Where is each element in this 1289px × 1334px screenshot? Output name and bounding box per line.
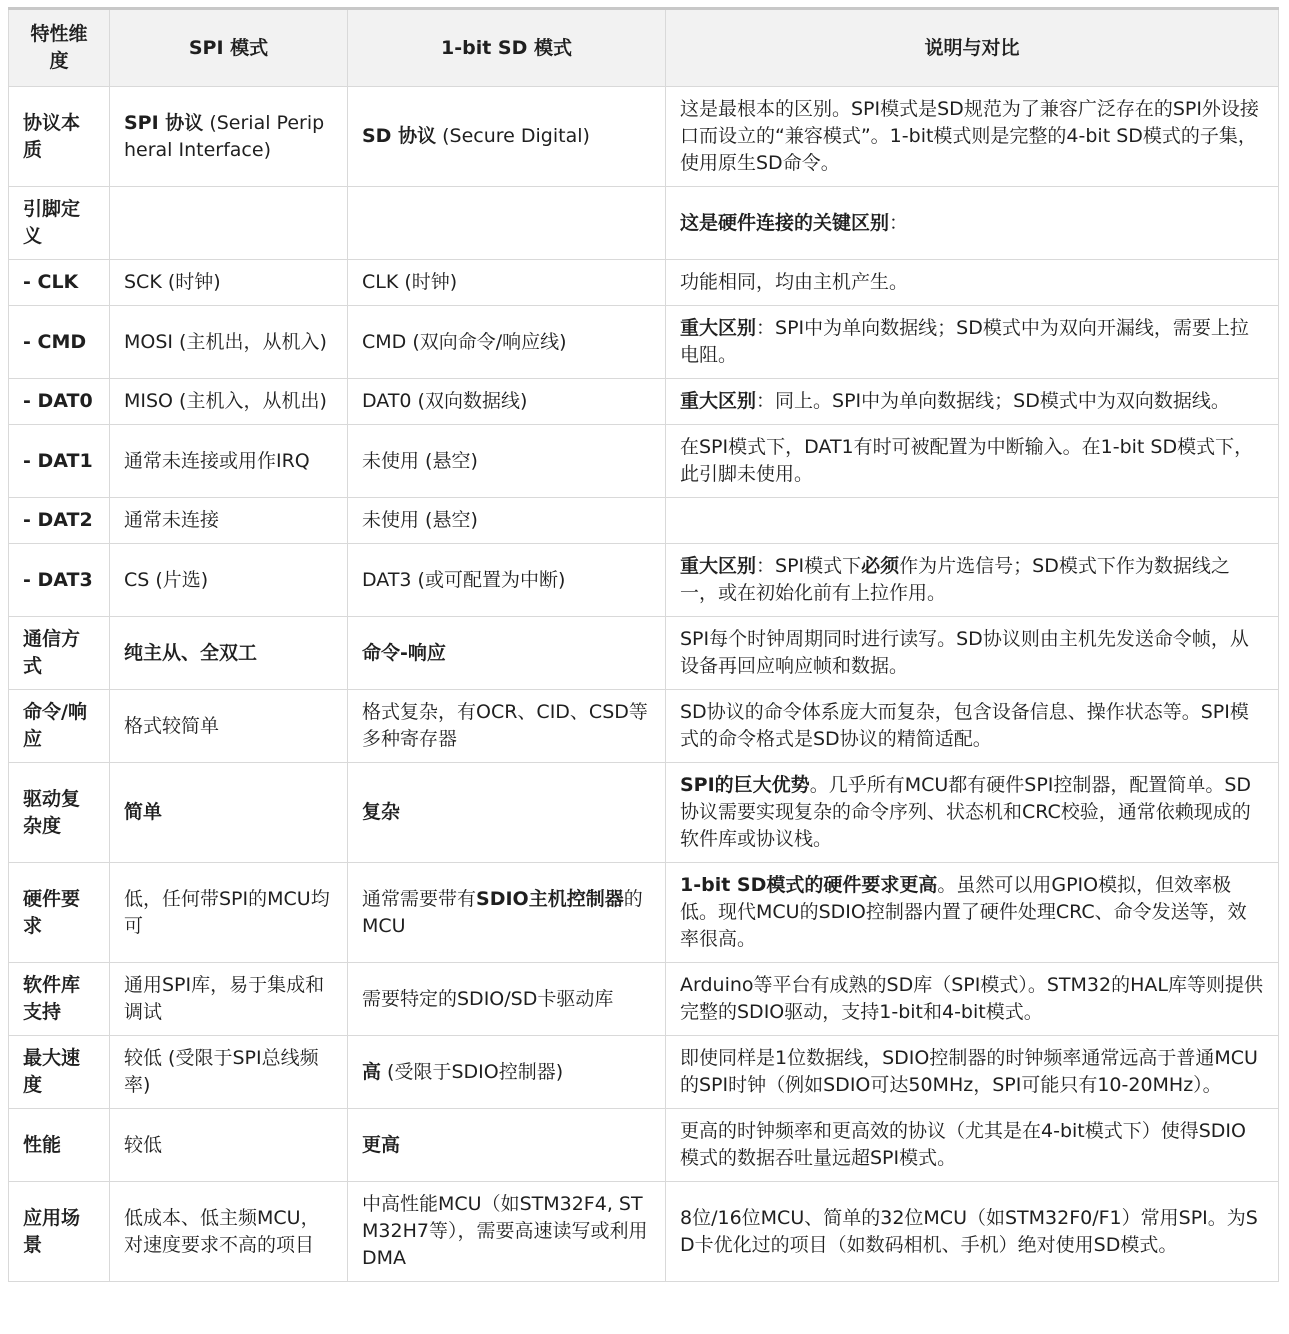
table-row xyxy=(9,1109,1279,1182)
cell-text: 功能相同，均由主机产生。 xyxy=(680,271,909,293)
sd-cell xyxy=(348,1036,666,1109)
spi-cell xyxy=(110,544,348,617)
table-row xyxy=(9,425,1279,498)
cell-text: 通常未连接 xyxy=(124,509,220,531)
note-cell xyxy=(666,1036,1279,1109)
sd-cell xyxy=(348,306,666,379)
spi-cell xyxy=(110,617,348,690)
sd-cell xyxy=(348,1182,666,1282)
feature-cell: 命令/响应 xyxy=(9,690,110,763)
cell-text: ：SPI模式下 xyxy=(756,555,862,577)
bold-text: 这是硬件连接的关键区别 xyxy=(680,211,890,234)
spi-cell xyxy=(110,963,348,1036)
table-row xyxy=(9,1182,1279,1282)
bold-text: 1-bit SD模式的硬件要求更高 xyxy=(680,874,938,896)
header-spi-mode: SPI 模式 xyxy=(110,9,348,87)
feature-cell: - DAT0 xyxy=(9,379,110,425)
cell-text: CMD (双向命令/响应线) xyxy=(362,330,567,353)
feature-cell: 性能 xyxy=(9,1109,110,1182)
sd-cell xyxy=(348,187,666,260)
cell-text: (Serial Peripheral Interface) xyxy=(124,111,325,161)
table-row xyxy=(9,763,1279,863)
spi-cell xyxy=(110,187,348,260)
cell-text: 通常需要带有 xyxy=(362,887,477,910)
cell-text: 中高性能MCU（如STM32F4, STM32H7等），需要高速读写或利用DMA xyxy=(362,1193,648,1269)
cell-text: 。虽然可以用GPIO模拟，但效率极低。现代MCU的SDIO控制器内置了硬件处理CRC、命令发送等，效率很高。 xyxy=(680,874,1247,950)
spi-cell xyxy=(110,260,348,306)
feature-cell: 最大速度 xyxy=(9,1036,110,1109)
cell-text: 作为片选信号；SD模式下作为数据线之一，或在初始化前有上拉作用。 xyxy=(680,555,1230,604)
sd-cell xyxy=(348,1109,666,1182)
cell-text: 即使同样是1位数据线，SDIO控制器的时钟频率通常远高于普通MCU的SPI时钟（例如SDIO可达50MHz，SPI可能只有10-20MHz）。 xyxy=(680,1047,1258,1096)
cell-text: ：SPI中为单向数据线；SD模式中为双向开漏线，需要上拉电阻。 xyxy=(680,317,1249,366)
bold-text: 简单 xyxy=(124,801,163,823)
spi-cell xyxy=(110,425,348,498)
table-row xyxy=(9,260,1279,306)
cell-text: 。几乎所有MCU都有硬件SPI控制器，配置简单。SD协议需要实现复杂的命令序列、状态机和CRC校验，通常依赖现成的软件库或协议栈。 xyxy=(680,774,1252,850)
note-cell xyxy=(666,690,1279,763)
cell-text: MOSI (主机出，从机入) xyxy=(124,330,327,353)
table-row xyxy=(9,1036,1279,1109)
note-cell xyxy=(666,379,1279,425)
table-row xyxy=(9,544,1279,617)
cell-text: DAT3 (或可配置为中断) xyxy=(362,568,566,591)
header-feature: 特性维度 xyxy=(9,9,110,87)
table-row xyxy=(9,87,1279,187)
cell-text: ： xyxy=(889,211,909,234)
bold-text: 纯主从、全双工 xyxy=(124,641,258,664)
cell-text: (Secure Digital) xyxy=(436,125,590,147)
spi-cell xyxy=(110,1109,348,1182)
cell-text: MISO (主机入，从机出) xyxy=(124,390,327,412)
cell-text: 在SPI模式下，DAT1有时可被配置为中断输入。在1-bit SD模式下，此引脚未使用。 xyxy=(680,436,1254,485)
cell-text: SCK (时钟) xyxy=(124,271,221,293)
spi-cell xyxy=(110,498,348,544)
table-row xyxy=(9,306,1279,379)
note-cell xyxy=(666,1109,1279,1182)
sd-cell xyxy=(348,690,666,763)
bold-text: 重大区别 xyxy=(680,317,757,339)
sd-cell xyxy=(348,963,666,1036)
note-cell xyxy=(666,963,1279,1036)
feature-cell: 硬件要求 xyxy=(9,863,110,963)
cell-text: (受限于SDIO控制器) xyxy=(381,1060,564,1083)
cell-text: 未使用 (悬空) xyxy=(362,509,478,531)
table-body xyxy=(9,87,1279,1282)
comparison-table xyxy=(8,7,1279,1282)
note-cell xyxy=(666,498,1279,544)
sd-cell xyxy=(348,863,666,963)
sd-cell xyxy=(348,379,666,425)
spi-cell xyxy=(110,379,348,425)
cell-text: DAT0 (双向数据线) xyxy=(362,390,528,412)
bold-text: 必须 xyxy=(861,555,900,577)
cell-text: 需要特定的SDIO/SD卡驱动库 xyxy=(362,987,614,1010)
bold-text: SPI 协议 xyxy=(124,111,204,134)
spi-cell xyxy=(110,1036,348,1109)
table-row xyxy=(9,863,1279,963)
sd-cell xyxy=(348,425,666,498)
cell-text: 通用SPI库，易于集成和调试 xyxy=(124,974,325,1023)
cell-text: 通常未连接或用作IRQ xyxy=(124,449,310,472)
feature-cell: 软件库支持 xyxy=(9,963,110,1036)
table-row xyxy=(9,187,1279,260)
cell-text: 较低 (受限于SPI总线频率) xyxy=(124,1047,319,1096)
cell-text: 格式复杂，有OCR、CID、CSD等多种寄存器 xyxy=(362,701,648,750)
spi-cell xyxy=(110,863,348,963)
feature-cell: 引脚定义 xyxy=(9,187,110,260)
note-cell xyxy=(666,260,1279,306)
feature-cell: - DAT3 xyxy=(9,544,110,617)
note-cell xyxy=(666,863,1279,963)
table-header-row xyxy=(9,9,1279,87)
note-cell xyxy=(666,187,1279,260)
sd-cell xyxy=(348,87,666,187)
bold-text: 复杂 xyxy=(362,801,401,823)
bold-text: SPI的巨大优势 xyxy=(680,774,810,796)
feature-cell: 应用场景 xyxy=(9,1182,110,1282)
spi-cell xyxy=(110,763,348,863)
spi-cell xyxy=(110,690,348,763)
note-cell xyxy=(666,306,1279,379)
comparison-table-wrapper xyxy=(8,7,1278,1282)
note-cell xyxy=(666,1182,1279,1282)
spi-cell xyxy=(110,87,348,187)
bold-text: 重大区别 xyxy=(680,555,757,577)
feature-cell: - CMD xyxy=(9,306,110,379)
feature-cell: 驱动复杂度 xyxy=(9,763,110,863)
cell-text: CLK (时钟) xyxy=(362,271,458,293)
feature-cell: - DAT2 xyxy=(9,498,110,544)
note-cell xyxy=(666,544,1279,617)
bold-text: SD 协议 xyxy=(362,125,437,147)
bold-text: 重大区别 xyxy=(680,390,757,412)
cell-text: 低成本、低主频MCU，对速度要求不高的项目 xyxy=(124,1206,320,1256)
bold-text: 高 xyxy=(362,1060,382,1083)
bold-text: SDIO主机控制器 xyxy=(476,887,624,910)
feature-cell: - CLK xyxy=(9,260,110,306)
cell-text: 更高的时钟频率和更高效的协议（尤其是在4-bit模式下）使得SDIO模式的数据吞吐量远超SPI模式。 xyxy=(680,1120,1246,1169)
cell-text: 低，任何带SPI的MCU均可 xyxy=(124,887,330,937)
sd-cell xyxy=(348,544,666,617)
bold-text: 更高 xyxy=(362,1133,401,1156)
header-sd-mode: 1-bit SD 模式 xyxy=(348,9,666,87)
note-cell xyxy=(666,763,1279,863)
cell-text: CS (片选) xyxy=(124,568,209,591)
cell-text: SD协议的命令体系庞大而复杂，包含设备信息、操作状态等。SPI模式的命令格式是SD协议的精简适配。 xyxy=(680,701,1249,750)
table-row xyxy=(9,379,1279,425)
cell-text: SPI每个时钟周期同时进行读写。SD协议则由主机先发送命令帧，从设备再回应响应帧和数据。 xyxy=(680,628,1249,677)
sd-cell xyxy=(348,260,666,306)
note-cell xyxy=(666,87,1279,187)
sd-cell xyxy=(348,763,666,863)
cell-text: 这是最根本的区别。SPI模式是SD规范为了兼容广泛存在的SPI外设接口而设立的“兼容模式”。1-bit模式则是完整的4-bit SD模式的子集，使用原生SD命令。 xyxy=(680,98,1259,174)
feature-cell: 通信方式 xyxy=(9,617,110,690)
cell-text: 未使用 (悬空) xyxy=(362,449,478,472)
cell-text: 8位/16位MCU、简单的32位MCU（如STM32F0/F1）常用SPI。为SD卡优化过的项目（如数码相机、手机）绝对使用SD模式。 xyxy=(680,1206,1258,1256)
note-cell xyxy=(666,425,1279,498)
cell-text: 较低 xyxy=(124,1133,163,1156)
spi-cell xyxy=(110,306,348,379)
cell-text: 格式较简单 xyxy=(124,714,220,737)
spi-cell xyxy=(110,1182,348,1282)
feature-cell: 协议本质 xyxy=(9,87,110,187)
cell-text: Arduino等平台有成熟的SD库（SPI模式）。STM32的HAL库等则提供完整的SDIO驱动，支持1-bit和4-bit模式。 xyxy=(680,974,1263,1023)
table-row xyxy=(9,690,1279,763)
sd-cell xyxy=(348,498,666,544)
table-row xyxy=(9,617,1279,690)
cell-text: 的MCU xyxy=(362,887,643,937)
cell-text: ：同上。SPI中为单向数据线；SD模式中为双向数据线。 xyxy=(756,390,1230,412)
feature-cell: - DAT1 xyxy=(9,425,110,498)
table-row xyxy=(9,498,1279,544)
sd-cell xyxy=(348,617,666,690)
header-notes: 说明与对比 xyxy=(666,9,1279,87)
table-row xyxy=(9,963,1279,1036)
note-cell xyxy=(666,617,1279,690)
bold-text: 命令-响应 xyxy=(362,641,446,664)
